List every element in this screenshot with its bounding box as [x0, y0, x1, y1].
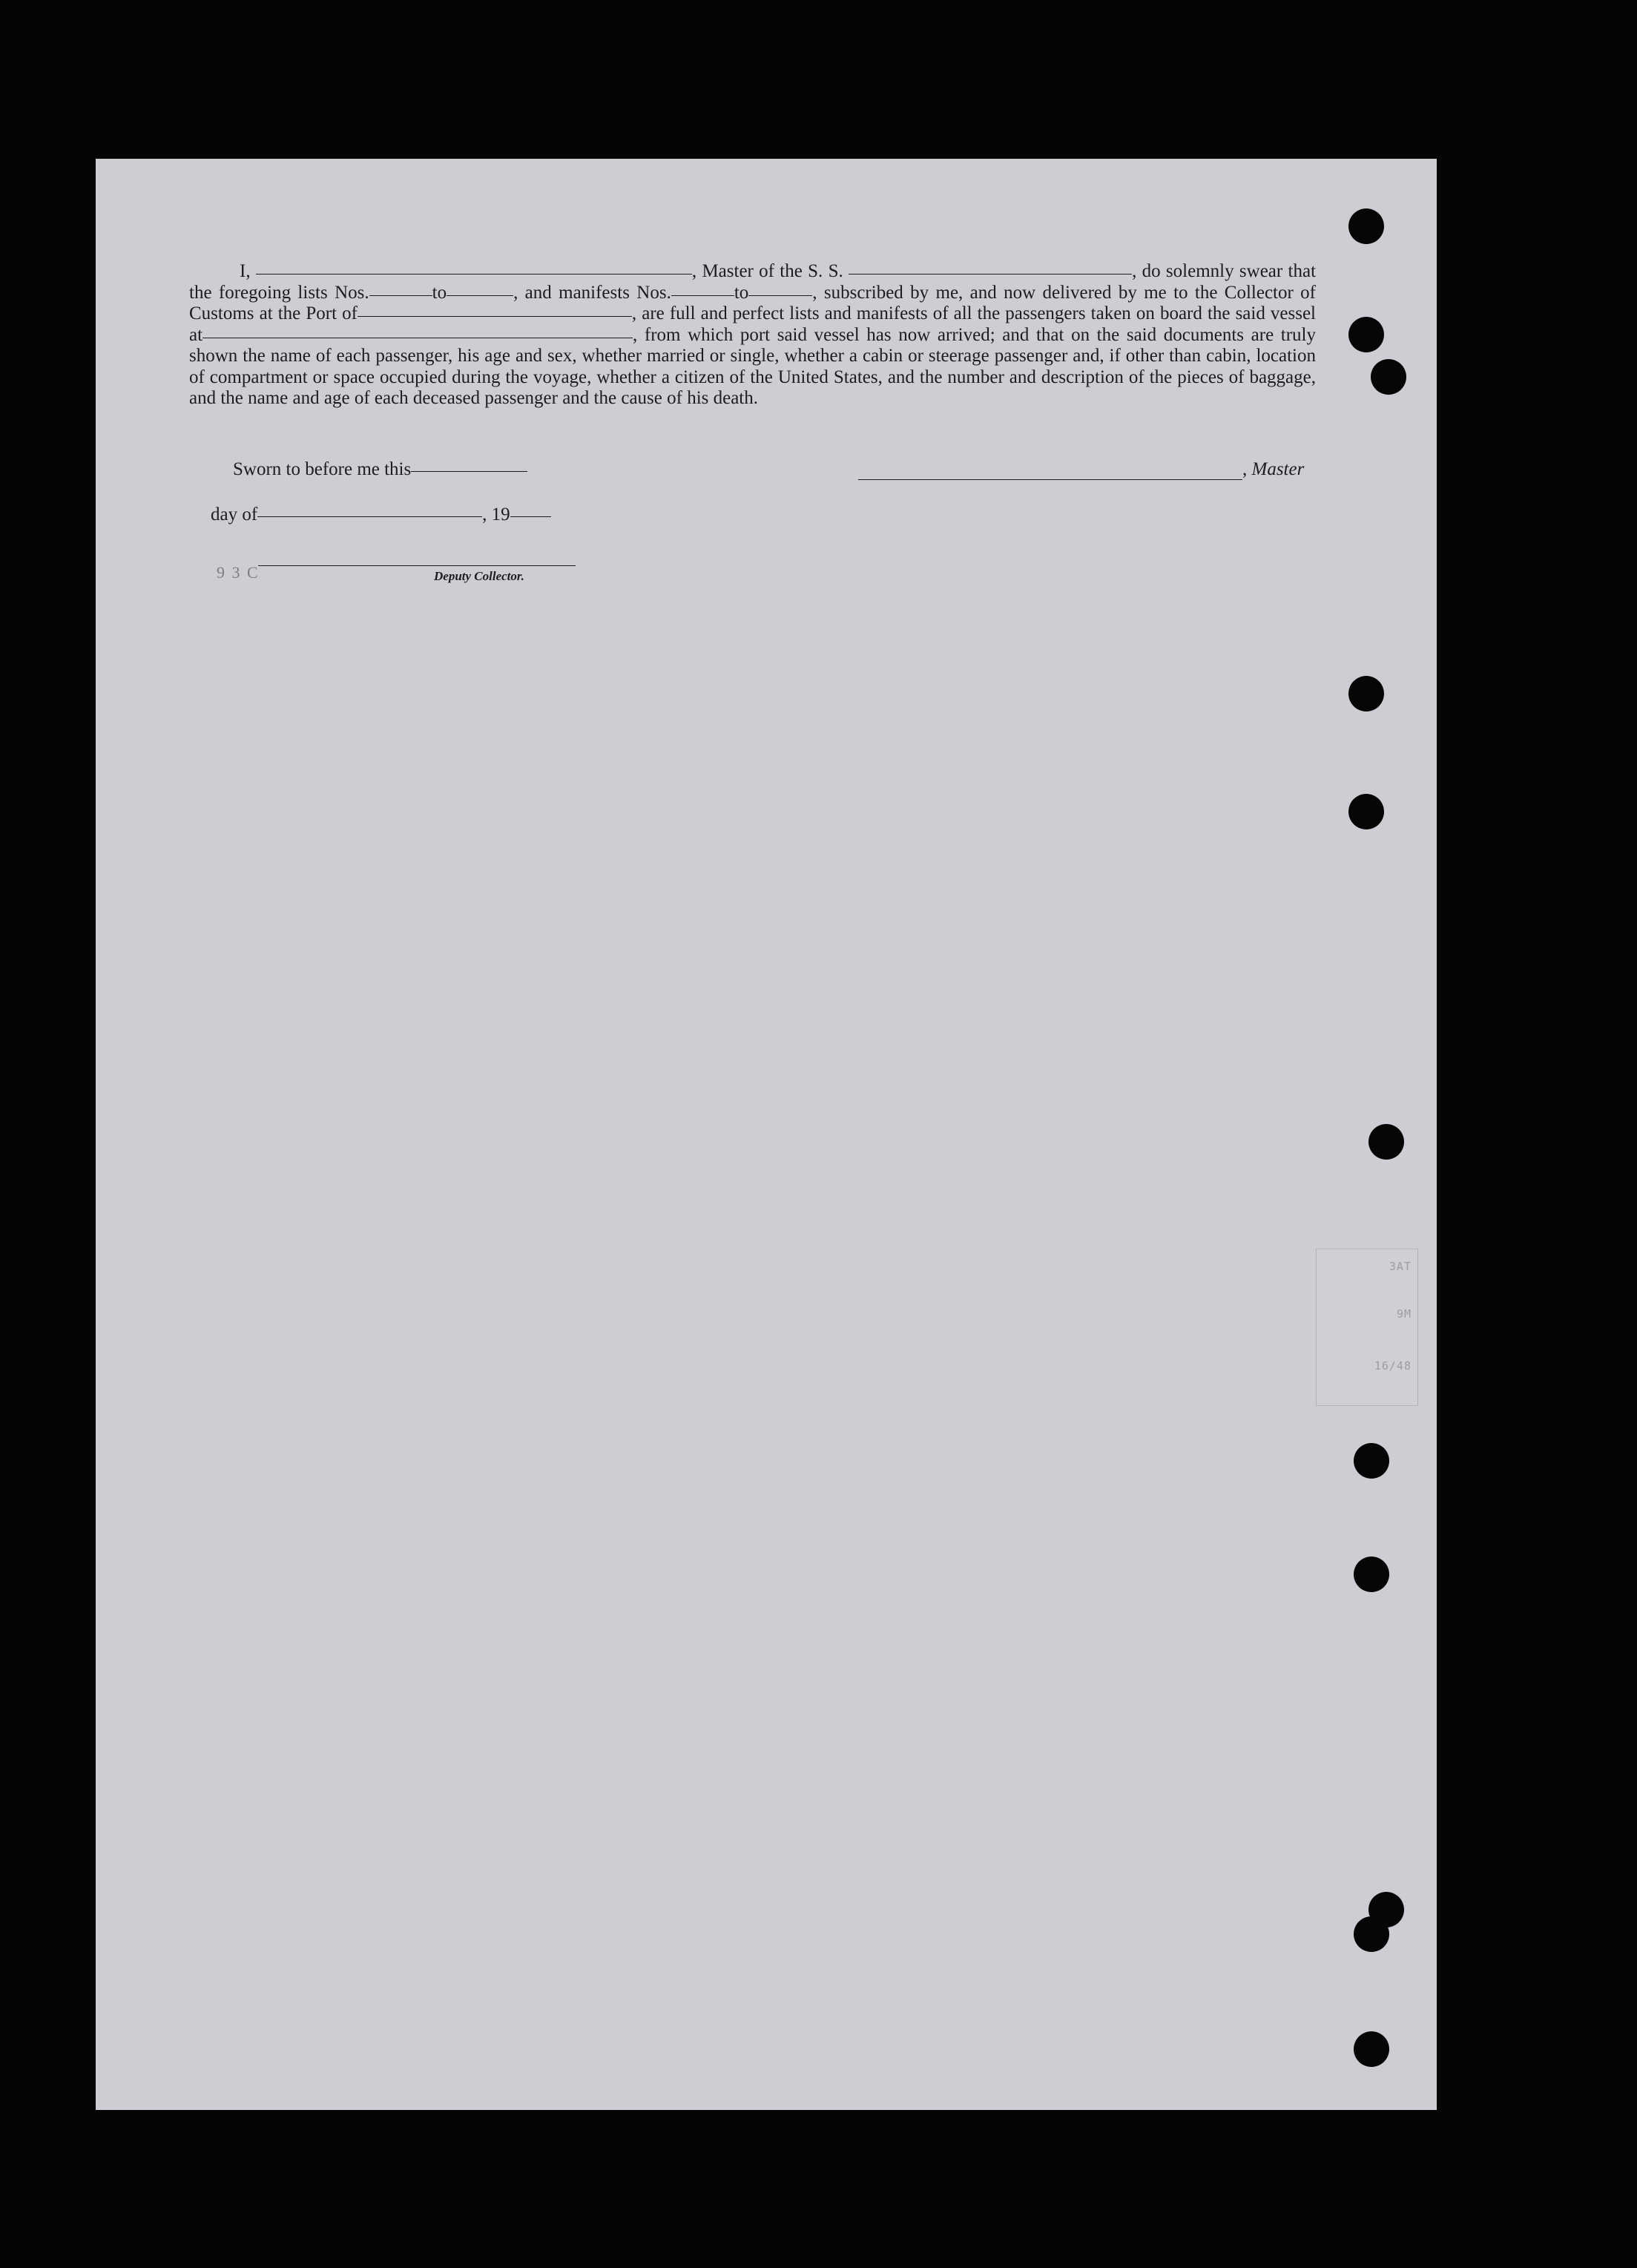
oath-do-solemnly: , do solemnly — [1132, 261, 1234, 281]
oath-to-1: to — [432, 282, 447, 303]
punch-hole — [1354, 1916, 1389, 1952]
deputy-signature-line[interactable] — [258, 565, 576, 566]
punch-hole — [1371, 359, 1406, 395]
year-field[interactable] — [510, 516, 551, 517]
punch-hole — [1348, 676, 1384, 711]
stamp-line-2: 9M — [1396, 1307, 1412, 1321]
oath-are-full: , are full and perfect lists and manifests of all the passengers taken on board the said vessel at — [189, 303, 1317, 345]
day-of-label: day of — [211, 504, 258, 525]
stamp-line-1: 3AT — [1389, 1260, 1412, 1273]
oath-to-2: to — [734, 282, 749, 303]
punch-hole — [1354, 2031, 1389, 2067]
sworn-day-field[interactable] — [411, 471, 527, 472]
sworn-label: Sworn to before me this — [233, 459, 412, 479]
port-field[interactable] — [358, 316, 632, 317]
oath-i: I, — [240, 261, 251, 281]
punch-hole — [1354, 1443, 1389, 1479]
lists-from-field[interactable] — [369, 295, 432, 296]
oath-subscribed: , subscribed by me, and now delivered by me to the Collector of Customs at the Port of — [189, 282, 1316, 323]
stamp-line-3: 16/48 — [1374, 1359, 1412, 1373]
punch-hole — [1368, 1124, 1404, 1160]
master-label: Master — [1251, 459, 1305, 479]
oath-from-which: , from which port said vessel has now arrived; and that on the said documents are truly shown the name of each passenger, his age and sex, whether married or single, whether a cabin or steerage passenger and, if other than cabin, location of compartment or space occupied during the voyage, whether a citizen of the United States, and the number and description of the pieces of baggage, and the name and age of each deceased passenger and the cause of his death. — [189, 324, 1316, 408]
punch-hole — [1348, 317, 1384, 352]
ship-name-field[interactable] — [849, 274, 1132, 275]
oath-and-manifests: , and manifests Nos. — [513, 282, 671, 303]
master-signature-line[interactable] — [858, 479, 1242, 480]
oath-paragraph — [189, 261, 1316, 410]
lists-to-field[interactable] — [447, 295, 513, 296]
manifests-to-field[interactable] — [748, 295, 812, 296]
oath-swear: swear that the foregoing lists Nos. — [189, 261, 1317, 303]
archive-stamp — [1316, 1249, 1418, 1406]
master-name-field[interactable] — [256, 274, 692, 275]
deputy-collector-label: Deputy Collector. — [434, 569, 524, 583]
sworn-row — [233, 459, 527, 480]
faint-stamp: 9 3 C — [217, 563, 260, 582]
month-field[interactable] — [257, 516, 482, 517]
punch-hole — [1348, 794, 1384, 829]
day-of-row — [211, 504, 551, 525]
master-label-row — [1242, 459, 1304, 480]
form-sheet — [96, 159, 1437, 2110]
oath-master-of-ss: , Master of the S. S. — [691, 261, 843, 281]
punch-hole — [1348, 208, 1384, 244]
year-prefix: , 19 — [482, 504, 510, 525]
punch-hole — [1354, 1557, 1389, 1592]
master-comma: , — [1242, 459, 1252, 479]
manifests-from-field[interactable] — [671, 295, 734, 296]
